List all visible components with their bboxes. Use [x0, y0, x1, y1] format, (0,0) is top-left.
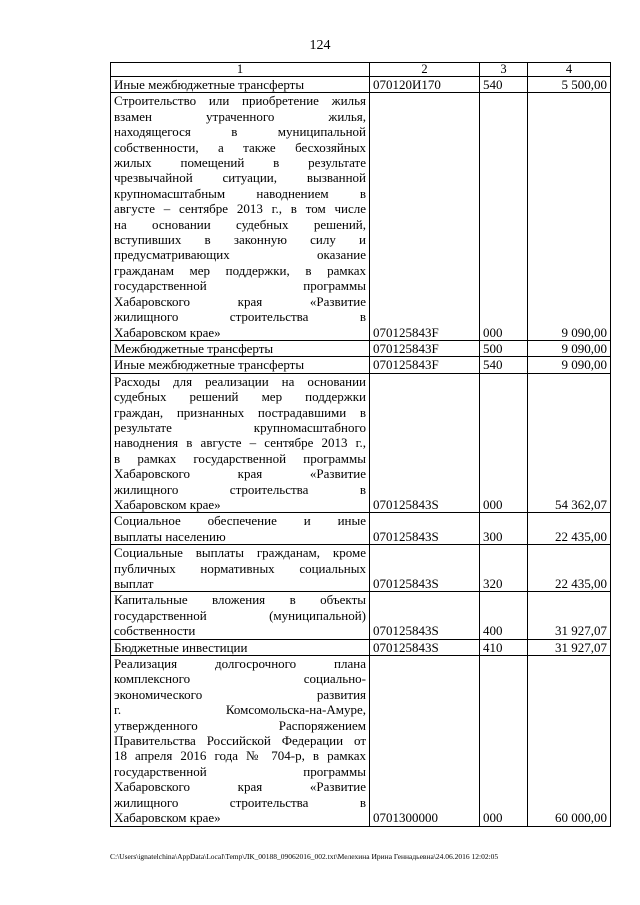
description-line: комплексного социально- [114, 671, 366, 687]
page-number: 124 [309, 38, 331, 53]
row-description [111, 373, 370, 513]
description-line: выплат [114, 576, 154, 591]
description-line: г. Комсомольска-на-Амуре, [114, 702, 366, 718]
row-amount: 31 927,07 [528, 639, 611, 655]
table-row [111, 656, 611, 826]
description-line: Хабаровском крае» [114, 496, 221, 512]
row-expense-type: 410 [480, 639, 528, 655]
table-row [111, 639, 611, 655]
row-target-code: 0701300000 [370, 656, 480, 826]
row-description [111, 77, 370, 93]
header-col-2: 2 [370, 63, 480, 77]
description-line: Хабаровском крае» [114, 324, 221, 340]
description-line: Расходы для реализации на основании [114, 373, 366, 389]
row-amount: 22 435,00 [528, 545, 611, 592]
table-row [111, 340, 611, 356]
row-expense-type: 000 [480, 93, 528, 341]
description-line: Хабаровского края «Развитие [114, 466, 366, 482]
row-amount: 9 090,00 [528, 357, 611, 373]
row-target-code: 070125843S [370, 513, 480, 545]
description-line: чрезвычайной ситуации, вызванной [114, 170, 366, 186]
description-line: находящегося в муниципальной [114, 124, 366, 140]
row-target-code: 070120И170 [370, 77, 480, 93]
description-line: на основании судебных решений, [114, 216, 366, 232]
row-expense-type: 500 [480, 340, 528, 356]
description-line: государственной (муниципальной) [114, 607, 366, 623]
description-line: вступивших в законную силу и [114, 232, 366, 248]
description-line: Хабаровском крае» [114, 810, 221, 826]
description-line: 18 апреля 2016 года № 704-р, в рамках [114, 748, 366, 764]
table-row [111, 93, 611, 341]
row-expense-type: 300 [480, 513, 528, 545]
description-line: собственности [114, 623, 196, 639]
row-expense-type: 540 [480, 357, 528, 373]
row-description [111, 639, 370, 655]
row-target-code: 070125843S [370, 592, 480, 639]
row-amount: 60 000,00 [528, 656, 611, 826]
budget-table [110, 62, 611, 827]
table-row [111, 513, 611, 545]
row-target-code: 070125843F [370, 357, 480, 373]
row-expense-type: 000 [480, 656, 528, 826]
description-line: собственности, а также бесхозяйных [114, 139, 366, 155]
row-target-code: 070125843S [370, 639, 480, 655]
header-row [111, 63, 611, 77]
row-expense-type: 400 [480, 592, 528, 639]
description-line: в рамках государственной программы [114, 450, 366, 466]
row-description [111, 513, 370, 545]
row-expense-type: 320 [480, 545, 528, 592]
table-row [111, 592, 611, 639]
description-line: жилых помещений в результате [114, 155, 366, 171]
description-line: публичных нормативных социальных [114, 560, 366, 576]
description-line: Бюджетные инвестиции [114, 639, 248, 655]
header-col-1: 1 [111, 63, 370, 77]
description-line: государственной программы [114, 763, 366, 779]
description-line: Межбюджетные трансферты [114, 340, 274, 356]
description-line: жилищного строительства в [114, 794, 366, 810]
row-target-code: 070125843S [370, 545, 480, 592]
description-line: августе – сентябре 2013 г., в том числе [114, 201, 366, 217]
description-line: Хабаровского края «Развитие [114, 293, 366, 309]
row-description [111, 592, 370, 639]
row-description [111, 357, 370, 373]
footer-file-path: C:\Users\ignatelchina\AppData\Local\Temp\ЛК_00188_09062016_002.txt\Мелехина Ирина Геннадьевна\24.06.2016 12:02:05 [110, 852, 499, 861]
header-col-3: 3 [480, 63, 528, 77]
description-line: утвержденного Распоряжением [114, 717, 366, 733]
description-line: результате крупномасштабного [114, 419, 366, 435]
description-line: крупномасштабным наводнением в [114, 185, 366, 201]
row-target-code: 070125843F [370, 340, 480, 356]
description-line: государственной программы [114, 278, 366, 294]
header-col-4: 4 [528, 63, 611, 77]
description-line: Строительство или приобретение жилья [114, 93, 366, 109]
row-description [111, 656, 370, 826]
row-expense-type: 000 [480, 373, 528, 513]
description-line: наводнения в августе – сентябре 2013 г., [114, 435, 366, 451]
description-line: Правительства Российской Федерации от [114, 733, 366, 749]
description-line: гражданам мер поддержки, в рамках [114, 262, 366, 278]
table-row [111, 373, 611, 513]
description-line: выплаты населению [114, 528, 226, 544]
description-line: экономического развития [114, 686, 366, 702]
row-amount: 5 500,00 [528, 77, 611, 93]
row-description [111, 93, 370, 341]
description-line: взамен утраченного жилья, [114, 108, 366, 124]
row-amount: 54 362,07 [528, 373, 611, 513]
description-line: Социальное обеспечение и иные [114, 513, 366, 529]
description-line: предусматривающих оказание [114, 247, 366, 263]
description-line: Социальные выплаты гражданам, кроме [114, 545, 366, 561]
description-line: жилищного строительства в [114, 309, 366, 325]
description-line: Иные межбюджетные трансферты [114, 77, 305, 92]
row-amount: 22 435,00 [528, 513, 611, 545]
row-description [111, 545, 370, 592]
table-body [111, 77, 611, 827]
table-row [111, 357, 611, 373]
row-amount: 9 090,00 [528, 93, 611, 341]
description-line: граждан, признанных пострадавшими в [114, 404, 366, 420]
row-amount: 9 090,00 [528, 340, 611, 356]
description-line: Иные межбюджетные трансферты [114, 357, 305, 373]
row-target-code: 070125843F [370, 93, 480, 341]
description-line: Реализация долгосрочного плана [114, 656, 366, 672]
row-description [111, 340, 370, 356]
description-line: Капитальные вложения в объекты [114, 592, 366, 608]
row-expense-type: 540 [480, 77, 528, 93]
table-row [111, 545, 611, 592]
description-line: судебных решений мер поддержки [114, 389, 366, 405]
description-line: Хабаровского края «Развитие [114, 779, 366, 795]
table-row [111, 77, 611, 93]
description-line: жилищного строительства в [114, 481, 366, 497]
row-amount: 31 927,07 [528, 592, 611, 639]
row-target-code: 070125843S [370, 373, 480, 513]
